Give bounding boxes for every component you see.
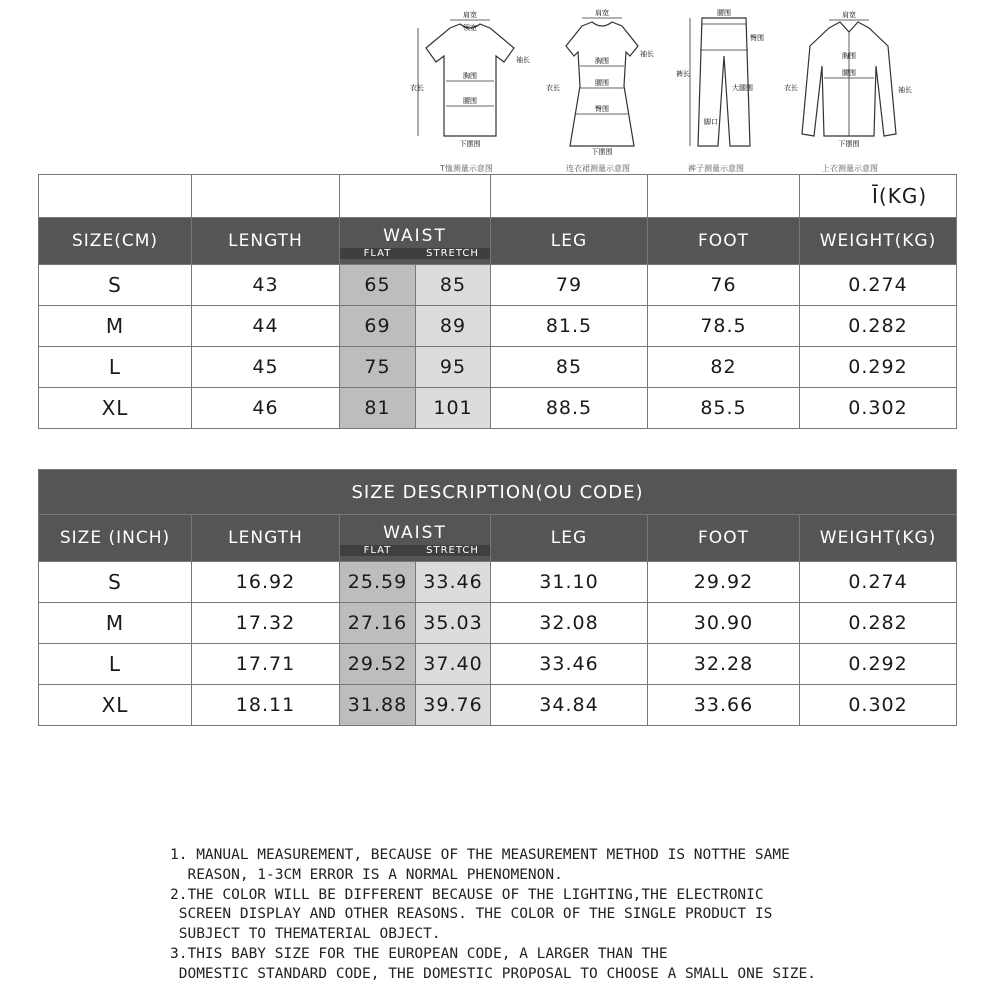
cell-leg: 34.84 — [491, 685, 648, 726]
diagram-label: 下摆围 — [591, 148, 613, 156]
measurement-diagrams — [410, 6, 920, 174]
corner-weight-label: Ī(KG) — [872, 184, 928, 208]
pants-illustration — [674, 6, 774, 156]
cell-leg: 31.10 — [491, 562, 648, 603]
diagram-label: 袖长 — [640, 50, 654, 58]
header-foot: FOOT — [648, 515, 800, 562]
diagram-label: 袖长 — [516, 56, 530, 64]
cell-stretch: 101 — [416, 388, 491, 429]
cell-leg: 32.08 — [491, 603, 648, 644]
diagram-label: 腰围 — [463, 97, 477, 105]
cell-flat: 65 — [340, 265, 416, 306]
cell-length: 46 — [192, 388, 340, 429]
diagram-label: 胸围 — [595, 57, 609, 65]
cell-weight: 0.282 — [800, 603, 957, 644]
cell-size: XL — [39, 388, 192, 429]
header-waist — [340, 515, 491, 562]
cell-length: 44 — [192, 306, 340, 347]
cell-foot: 85.5 — [648, 388, 800, 429]
note-line: DOMESTIC STANDARD CODE, THE DOMESTIC PROPOSAL TO CHOOSE A SMALL ONE SIZE. — [170, 965, 817, 982]
shirt-illustration — [784, 6, 914, 156]
header-size: SIZE(CM) — [39, 218, 192, 265]
table-spacer-row — [39, 175, 957, 218]
diagram-label: 臀围 — [750, 34, 764, 42]
diagram-label: 肩宽 — [463, 11, 477, 19]
table-row — [39, 388, 957, 429]
notes — [170, 846, 816, 985]
tshirt-diagram — [410, 6, 530, 174]
size-table-inch — [38, 469, 957, 726]
cell-foot: 32.28 — [648, 644, 800, 685]
diagram-label: 裤长 — [676, 70, 690, 78]
header-waist — [340, 218, 491, 265]
cell-weight: 0.274 — [800, 265, 957, 306]
diagram-label: 大腿围 — [732, 84, 753, 92]
cell-length: 17.71 — [192, 644, 340, 685]
diagram-label: 腰围 — [595, 79, 609, 87]
diagram-caption: 裤子测量示意图 — [688, 164, 744, 173]
table-row — [39, 306, 957, 347]
diagram-label: 领宽 — [463, 24, 477, 32]
diagram-caption: 上衣测量示意图 — [822, 164, 878, 173]
table-row — [39, 603, 957, 644]
cell-flat: 69 — [340, 306, 416, 347]
cell-stretch: 95 — [416, 347, 491, 388]
table-row — [39, 644, 957, 685]
note-line: SUBJECT TO THEMATERIAL OBJECT. — [170, 926, 441, 943]
header-length: LENGTH — [192, 515, 340, 562]
note-line: 2.THE COLOR WILL BE DIFFERENT BECAUSE OF THE LIGHTING,THE ELECTRONIC — [170, 886, 764, 903]
note-line: SCREEN DISPLAY AND OTHER REASONS. THE COLOR OF THE SINGLE PRODUCT IS — [170, 906, 773, 923]
cell-flat: 81 — [340, 388, 416, 429]
cell-foot: 29.92 — [648, 562, 800, 603]
cell-stretch: 33.46 — [416, 562, 491, 603]
cell-weight: 0.302 — [800, 685, 957, 726]
header-size: SIZE (INCH) — [39, 515, 192, 562]
table-header-row — [39, 515, 957, 562]
cell-size: XL — [39, 685, 192, 726]
header-flat: FLAT — [363, 544, 392, 556]
diagram-label: 肩宽 — [842, 11, 856, 19]
cell-size: M — [39, 603, 192, 644]
cell-size: M — [39, 306, 192, 347]
cell-weight: 0.302 — [800, 388, 957, 429]
header-leg: LEG — [491, 515, 648, 562]
cell-weight: 0.274 — [800, 562, 957, 603]
cell-foot: 33.66 — [648, 685, 800, 726]
diagram-label: 腰围 — [842, 69, 856, 77]
table-row — [39, 265, 957, 306]
diagram-label: 脚口 — [704, 118, 718, 126]
header-flat: FLAT — [363, 247, 392, 259]
header-length: LENGTH — [192, 218, 340, 265]
dress-diagram — [542, 6, 662, 174]
diagram-label: 下摆围 — [838, 140, 860, 148]
pants-diagram — [674, 6, 774, 174]
cell-length: 43 — [192, 265, 340, 306]
diagram-label: 衣长 — [546, 84, 560, 92]
header-waist-label: WAIST — [383, 522, 447, 543]
header-stretch: STRETCH — [426, 247, 479, 259]
diagram-label: 下摆围 — [459, 140, 481, 148]
header-leg: LEG — [491, 218, 648, 265]
cell-leg: 81.5 — [491, 306, 648, 347]
cell-flat: 31.88 — [340, 685, 416, 726]
header-waist-label: WAIST — [383, 225, 447, 246]
cell-flat: 75 — [340, 347, 416, 388]
header-foot: FOOT — [648, 218, 800, 265]
shirt-diagram — [784, 6, 914, 174]
table-header-row — [39, 218, 957, 265]
diagram-caption: 连衣裙测量示意图 — [566, 164, 630, 173]
cell-flat: 25.59 — [340, 562, 416, 603]
cell-weight: 0.282 — [800, 306, 957, 347]
table-title-row — [39, 470, 957, 515]
cell-weight: 0.292 — [800, 347, 957, 388]
header-stretch: STRETCH — [426, 544, 479, 556]
cell-flat: 27.16 — [340, 603, 416, 644]
note-line: 1. MANUAL MEASUREMENT, BECAUSE OF THE MEASUREMENT METHOD IS NOTTHE SAME — [170, 847, 790, 863]
cell-size: S — [39, 265, 192, 306]
note-line: REASON, 1-3CM ERROR IS A NORMAL PHENOMENON. — [170, 866, 563, 883]
cell-foot: 76 — [648, 265, 800, 306]
cell-length: 16.92 — [192, 562, 340, 603]
cell-foot: 82 — [648, 347, 800, 388]
cell-weight: 0.292 — [800, 644, 957, 685]
table-row — [39, 347, 957, 388]
cell-leg: 33.46 — [491, 644, 648, 685]
waist-subheader — [340, 545, 490, 556]
cell-leg: 88.5 — [491, 388, 648, 429]
header-weight: WEIGHT(KG) — [800, 218, 957, 265]
table-row — [39, 685, 957, 726]
diagram-caption: T恤测量示意图 — [440, 164, 493, 173]
dress-illustration — [542, 6, 662, 156]
cell-leg: 85 — [491, 347, 648, 388]
cell-foot: 78.5 — [648, 306, 800, 347]
diagram-label: 腰围 — [717, 9, 731, 17]
waist-subheader — [340, 248, 490, 259]
header-weight: WEIGHT(KG) — [800, 515, 957, 562]
tshirt-illustration — [410, 6, 530, 156]
diagram-label: 胸围 — [463, 72, 477, 80]
size-table-cm — [38, 174, 957, 429]
cell-flat: 29.52 — [340, 644, 416, 685]
cell-leg: 79 — [491, 265, 648, 306]
cell-stretch: 37.40 — [416, 644, 491, 685]
cell-stretch: 39.76 — [416, 685, 491, 726]
diagram-label: 衣长 — [410, 84, 424, 92]
cell-foot: 30.90 — [648, 603, 800, 644]
note-line: 3.THIS BABY SIZE FOR THE EUROPEAN CODE, A LARGER THAN THE — [170, 945, 668, 962]
cell-length: 18.11 — [192, 685, 340, 726]
cell-size: L — [39, 347, 192, 388]
cell-length: 17.32 — [192, 603, 340, 644]
table-row — [39, 562, 957, 603]
cell-stretch: 85 — [416, 265, 491, 306]
diagram-label: 臀围 — [595, 105, 609, 113]
cell-size: L — [39, 644, 192, 685]
diagram-label: 袖长 — [898, 86, 912, 94]
diagram-label: 衣长 — [784, 84, 798, 92]
cell-stretch: 89 — [416, 306, 491, 347]
size-description-title: SIZE DESCRIPTION(OU CODE) — [39, 470, 957, 515]
cell-stretch: 35.03 — [416, 603, 491, 644]
diagram-label: 胸围 — [842, 52, 856, 60]
diagram-label: 肩宽 — [595, 9, 609, 17]
cell-size: S — [39, 562, 192, 603]
cell-length: 45 — [192, 347, 340, 388]
